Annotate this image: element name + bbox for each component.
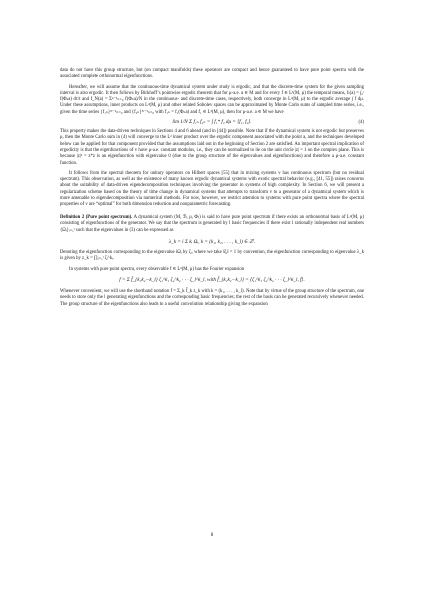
equation-body: f = Σ f̂_{k₁k₂···k_l} ζ₁^k₁ ζ₂^k₂ · · · ζ_l^k_l, with f̂_{k₁k₂···k_l} = ⟨ζ₁^k₁ ζ₂^k₂ · · · ζ_l^k_l, f⟩. <box>119 277 305 284</box>
paragraph: In systems with pure point spectra, every observable f ∈ L²(M, μ) has the Fourier expansion <box>69 266 245 272</box>
text-column <box>60 68 364 308</box>
equation-fourier <box>60 273 364 289</box>
definition-title: Definition 2 (Pure point spectrum). <box>60 215 133 221</box>
paragraph: Whenever convenient, we will use the shorthand notation f = Σ_k f̂_k z_k with k = (k₁, . . . , k_l). Note that by virtue of the group structure of the spectrum, one needs to store only the l generating eigenfunctions and the corresponding basic frequencies; the rest of the basis can be generated recursively whenever needed. The group structure of the eigenfunctions also leads to a useful convolution relationship giving the expansion <box>60 288 364 307</box>
equation-lambda <box>60 234 364 250</box>
definition-text: A dynamical system (M, ℬ, μ, Φₜ) is said to have pure point spectrum if there exists an orthonormal basis of L²(M, μ) consisting of eigenfunctions of the generator. We say that the spectrum is generated by l basic frequencies if there exist l rationally independent real numbers {Ωᵢ}ᵢ₌₁ˡ such that the eigenvalues in (3) can be expressed as <box>60 215 365 233</box>
paragraph: Hereafter, we will assume that the continuous-time dynamical system under study is ergodic, and that the discrete-time system for the given sampling interval is also ergodic. It then follows by Birkhoff’s pointwise ergodic theorem that for μ-a.e. a ∈ M and for every f ∈ L¹(M, μ) the temporal means, fₜ(a) = ∫₀ᵗ f(Φₛa) dτ/t and f_N(a) = Σⁿ⁻¹ₙ₌₀ f(Φₙa)/N in the continuous- and discrete-time cases, respectively, both converge in L²(M, μ) to the ergodic average ∫ f dμ. Under these assumptions, inner products on L²(M, μ) and other related Sobolev spaces can be approximated by Monte Carlo sums of sampled time series, i.e., given the time series {f₁ₙ}ᴺ⁻¹ₙ₌₀ and {f₂ₙ}ᴺ⁻¹ₙ₌₀ with f₁ₙ = f₁(Φₙa) and f₁ ∈ L²(M, μ), then for μ-a.e. a ∈ M we have <box>60 84 364 115</box>
paragraph: Denoting the eigenfunction corresponding to the eigenvalue iΩᵢ by ζᵢ, where we take ‖ζᵢ‖ = 1 by convention, the eigenfunction corresponding to eigenvalue λ_k is given by z_k = ∏ᵢ₌₁ˡ ζᵢ^kᵢ. <box>60 250 364 262</box>
page-number: 8 <box>210 533 214 538</box>
paragraph: data do not have this group structure, but (on compact manifolds) these operators are compact and hence guaranteed to have pure point spectra with the associated complete orthonormal eigenfunctions. <box>60 68 364 80</box>
equation-4 <box>60 116 364 129</box>
equation-number: (4) <box>358 120 364 126</box>
equation-body: lim 1/N Σ f₁ₙ f₂ₙ = ∫ f₁* f₂ dμ = ⟨f₁, f₂⟩. <box>172 119 252 126</box>
paragraph: This property makes the data-driven techniques in Sections 4 and 6 ahead (and in [44]) possible. Note that if the dynamical system is not ergodic but preserves μ, then the Monte Carlo sum in (4) will converge to the L² inner product over the ergodic component associated with the point a, and the techniques developed below can be applied for that component provided that the assumptions laid out in the beginning of Section 2 are satisfied. An important spectral implication of ergodicity is that the eigenfunctions of v have μ-a.e. constant modulus, i.e., they can be normalized to lie on the unit circle |z| = 1 on the complex plane. This is because |z|² = z*z is an eigenfunction with eigenvalue 0 (due to the group structure of the eigenvalues and eigenfunctions) and therefore a μ-a.e. constant function. <box>60 129 364 166</box>
definition-paragraph <box>60 215 364 234</box>
paragraph: It follows from the spectral theorem for unitary operators on Hilbert spaces [55] that in mixing systems v has continuous spectrum (but no residual spectrum). This observation, as well as the existence of many known ergodic dynamical systems with exotic spectral behavior (e.g., [41, 55]) raises concerns about the suitability of data-driven eigendecomposition techniques involving the generator in systems of high complexity. In Section 6, we will present a regularization scheme based on the theory of time change in dynamical systems that attempts to transform v to a generator of a dynamical system which is more amenable to eigendecomposition via numerical methods. For now, however, we restrict attention to systems with pure point spectra where the spectral properties of v are “optimal” for both dimension reduction and nonparametric forecasting. <box>60 170 364 208</box>
equation-body: λ_k = i Σ kᵢ Ωᵢ, k = (k₁, k₂, . . . , k_l) ∈ ℤˡ. <box>168 238 256 245</box>
